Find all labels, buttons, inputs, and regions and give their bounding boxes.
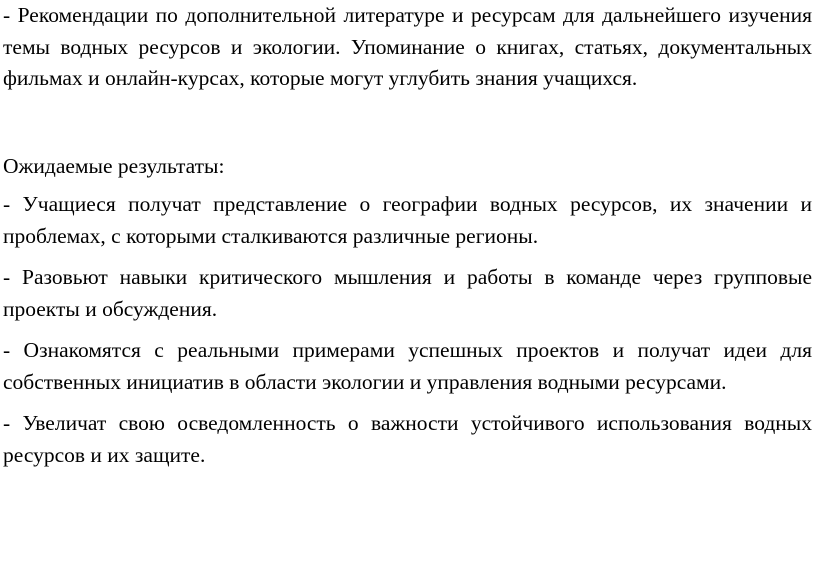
results-item: - Учащиеся получат представление о географии водных ресурсов, их значении и проблемах, с которыми сталкиваются различные регионы. — [3, 192, 812, 248]
intro-paragraph: - Рекомендации по дополнительной литературе и ресурсам для дальнейшего изучения темы водных ресурсов и экологии. Упоминание о книгах, статьях, документальных фильмах и онлайн-курсах, которые могут углубить знания учащихся. — [3, 3, 812, 90]
results-item: - Увеличат свою осведомленность о важности устойчивого использования водных ресурсов и их защите. — [3, 411, 812, 467]
results-item: - Разовьют навыки критического мышления и работы в команде через групповые проекты и обсуждения. — [3, 265, 812, 321]
results-heading: Ожидаемые результаты: — [3, 153, 225, 178]
results-item: - Ознакомятся с реальными примерами успешных проектов и получат идеи для собственных инициатив в области экологии и управления водными ресурсами. — [3, 338, 812, 394]
paragraph-spacer — [3, 95, 812, 151]
document-page — [3, 0, 812, 481]
